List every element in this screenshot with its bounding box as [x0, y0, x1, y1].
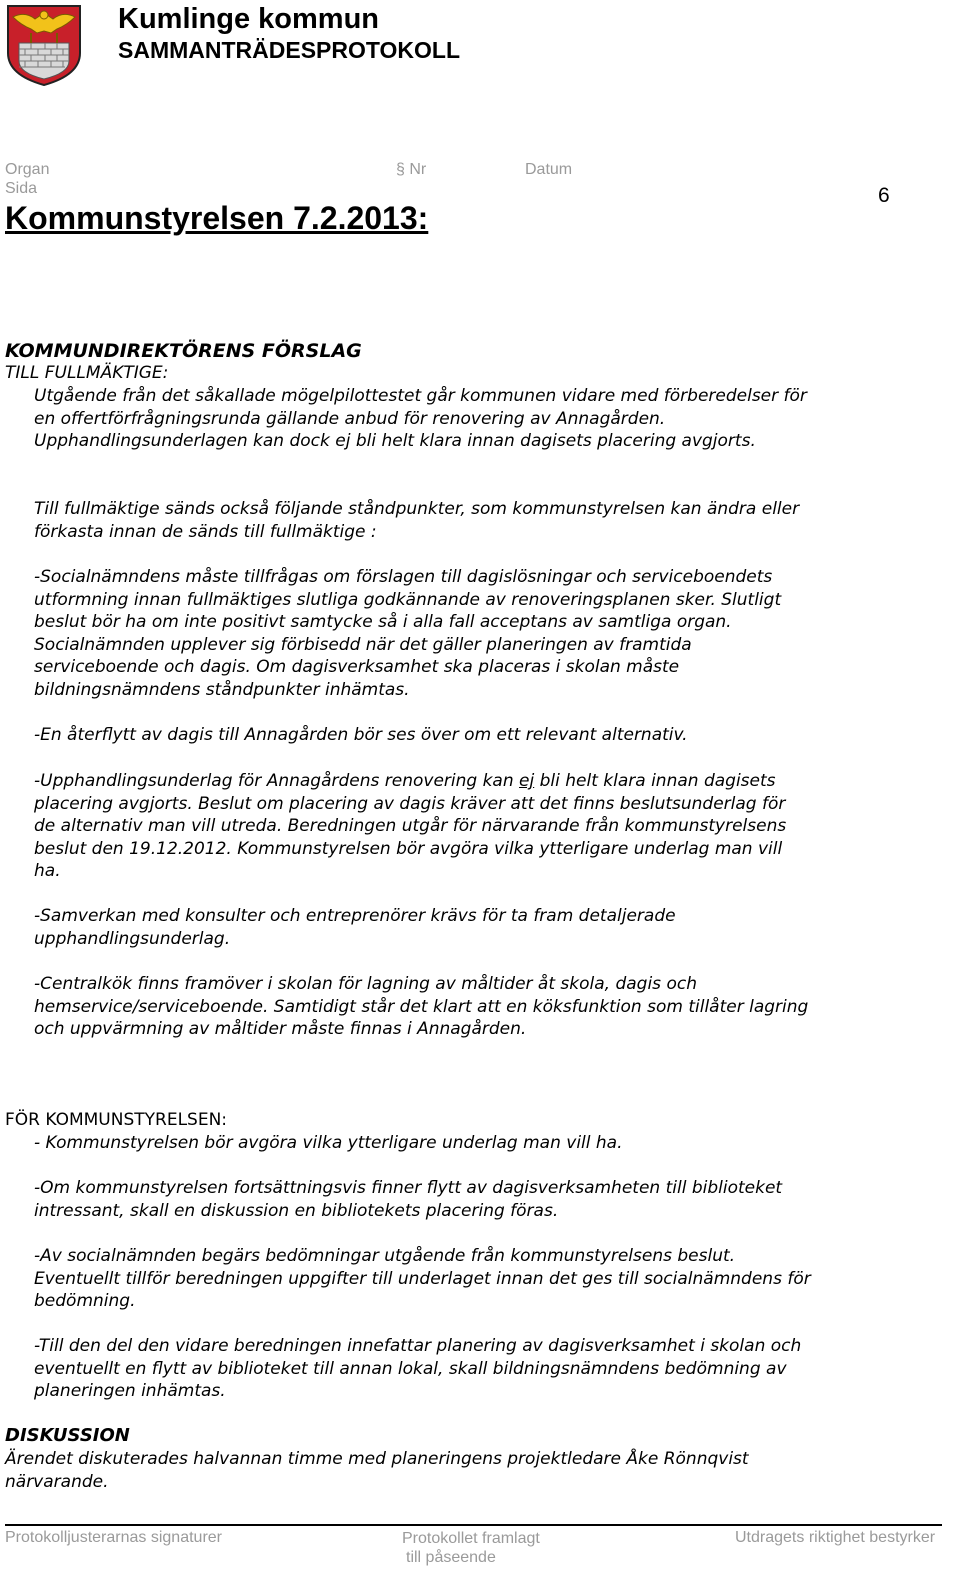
standpoint-procurement: [34, 770, 934, 883]
text-segment: bli helt klara innan dagisets: [534, 771, 776, 791]
text-line: intressant, skall en diskussion en bibliotekets placering föras.: [34, 1200, 559, 1221]
standpoint-central-kitchen: [34, 973, 934, 1041]
text-line: bildningsnämndens ståndpunkter inhämtas.: [34, 679, 410, 700]
standpoint-social-board: [34, 566, 934, 702]
text-line: närvarande.: [5, 1471, 109, 1492]
footer-displayed-line: Protokollet framlagt: [402, 1530, 540, 1547]
text-line: och uppvärmning av måltider måste finnas i Annagården.: [34, 1019, 527, 1040]
standpoint-return-daycare: [34, 724, 934, 747]
label-datum: Datum: [525, 161, 573, 178]
meeting-title: Kommunstyrelsen 7.2.2013:: [5, 200, 429, 236]
text-line: eventuellt en flytt av biblioteket till annan lokal, skall bildningsnämndens bedömning av: [34, 1358, 787, 1379]
page-number: 6: [878, 184, 890, 207]
text-line: bedömning.: [34, 1291, 136, 1312]
text-line: beslut den 19.12.2012. Kommunstyrelsen bör avgöra vilka ytterligare underlag man vill: [34, 838, 783, 859]
board-point-1: [34, 1132, 934, 1155]
board-point-3: [34, 1245, 934, 1313]
text-line: Eventuellt tillför beredningen uppgifter till underlaget innan det ges till socialnämndens för: [34, 1268, 811, 1289]
text-line: -Av socialnämnden begärs bedömningar utgående från kommunstyrelsens beslut.: [34, 1246, 736, 1266]
footer-signatures: Protokolljusterarnas signaturer: [5, 1529, 222, 1546]
label-sida: Sida: [5, 180, 38, 197]
text-line: Ärendet diskuterades halvannan timme med planeringens projektledare Åke Rönnqvist: [5, 1449, 749, 1469]
footer-certified: Utdragets riktighet bestyrker: [735, 1529, 936, 1546]
text-line: - Kommunstyrelsen bör avgöra vilka ytterligare underlag man vill ha.: [34, 1133, 623, 1153]
standpoint-consultants: [34, 905, 934, 950]
proposal-intro: [34, 385, 934, 453]
text-line: utformning innan fullmäktiges slutliga godkännande av renoveringsplanen sker. Slutligt: [34, 589, 782, 610]
text-line: de alternativ man vill utreda. Beredningen utgår för närvarande från kommunstyrelsens: [34, 816, 787, 837]
discussion-text: [5, 1448, 935, 1493]
coat-of-arms-icon: [5, 3, 83, 87]
document-type: SAMMANTRÄDESPROTOKOLL: [118, 37, 461, 63]
text-line: upphandlingsunderlag.: [34, 928, 231, 949]
text-line: -Socialnämndens måste tillfrågas om förslagen till dagislösningar och serviceboendets: [34, 567, 773, 587]
text-line: -Om kommunstyrelsen fortsättningsvis finner flytt av dagisverksamheten till biblioteket: [34, 1178, 783, 1198]
text-line: beslut bör ha om inte positivt samtycke så i alla fall acceptans av samtliga organ.: [34, 612, 732, 633]
discussion-heading: DISKUSSION: [5, 1425, 130, 1446]
text-line: Utgående från det såkallade mögelpilottestet går kommunen vidare med förberedelser för: [34, 386, 807, 406]
text-line: -Till den del den vidare beredningen innefattar planering av dagisverksamhet i skolan och: [34, 1336, 802, 1356]
text-line: Till fullmäktige sänds också följande ståndpunkter, som kommunstyrelsen kan ändra eller: [34, 499, 800, 519]
text-line: serviceboende och dagis. Om dagisverksamhet ska placeras i skolan måste: [34, 657, 680, 678]
footer-rule: [5, 1524, 942, 1526]
text-line: -Centralkök finns framöver i skolan för lagning av måltider åt skola, dagis och: [34, 974, 697, 994]
board-point-4: [34, 1335, 934, 1403]
board-point-2: [34, 1177, 934, 1222]
underlined-word: ej: [519, 771, 535, 791]
text-line: placering avgjorts. Beslut om placering av dagis kräver att det finns beslutsunderlag för: [34, 793, 786, 814]
text-line: Socialnämnden upplever sig förbisedd när det gäller planeringen av framtida: [34, 634, 692, 655]
text-line: -Samverkan med konsulter och entreprenörer krävs för ta fram detaljerade: [34, 906, 676, 926]
standpoints-intro: [34, 498, 934, 543]
text-line: planeringen inhämtas.: [34, 1381, 226, 1402]
to-council-label: TILL FULLMÄKTIGE:: [5, 363, 169, 383]
footer-displayed-line: till påseende: [406, 1549, 496, 1566]
label-organ: Organ: [5, 161, 50, 178]
text-line: [34, 770, 934, 793]
text-line: hemservice/serviceboende. Samtidigt står det klart att en köksfunktion som tillåter lagring: [34, 996, 809, 1017]
text-line: Upphandlingsunderlagen kan dock ej bli helt klara innan dagisets placering avgjorts.: [34, 431, 756, 452]
proposal-heading: KOMMUNDIREKTÖRENS FÖRSLAG: [5, 340, 362, 362]
text-line: en offertförfrågningsrunda gällande anbud för renovering av Annagården.: [34, 408, 666, 429]
label-nr: § Nr: [396, 161, 427, 178]
text-line: förkasta innan de sänds till fullmäktige :: [34, 521, 377, 542]
footer-displayed: [402, 1529, 540, 1567]
text-line: -En återflytt av dagis till Annagården bör ses över om ett relevant alternativ.: [34, 725, 688, 745]
text-segment: -Upphandlingsunderlag för Annagårdens renovering kan: [34, 771, 520, 791]
text-line: ha.: [34, 861, 61, 882]
board-heading: FÖR KOMMUNSTYRELSEN:: [5, 1110, 228, 1130]
municipality-name: Kumlinge kommun: [118, 3, 380, 35]
